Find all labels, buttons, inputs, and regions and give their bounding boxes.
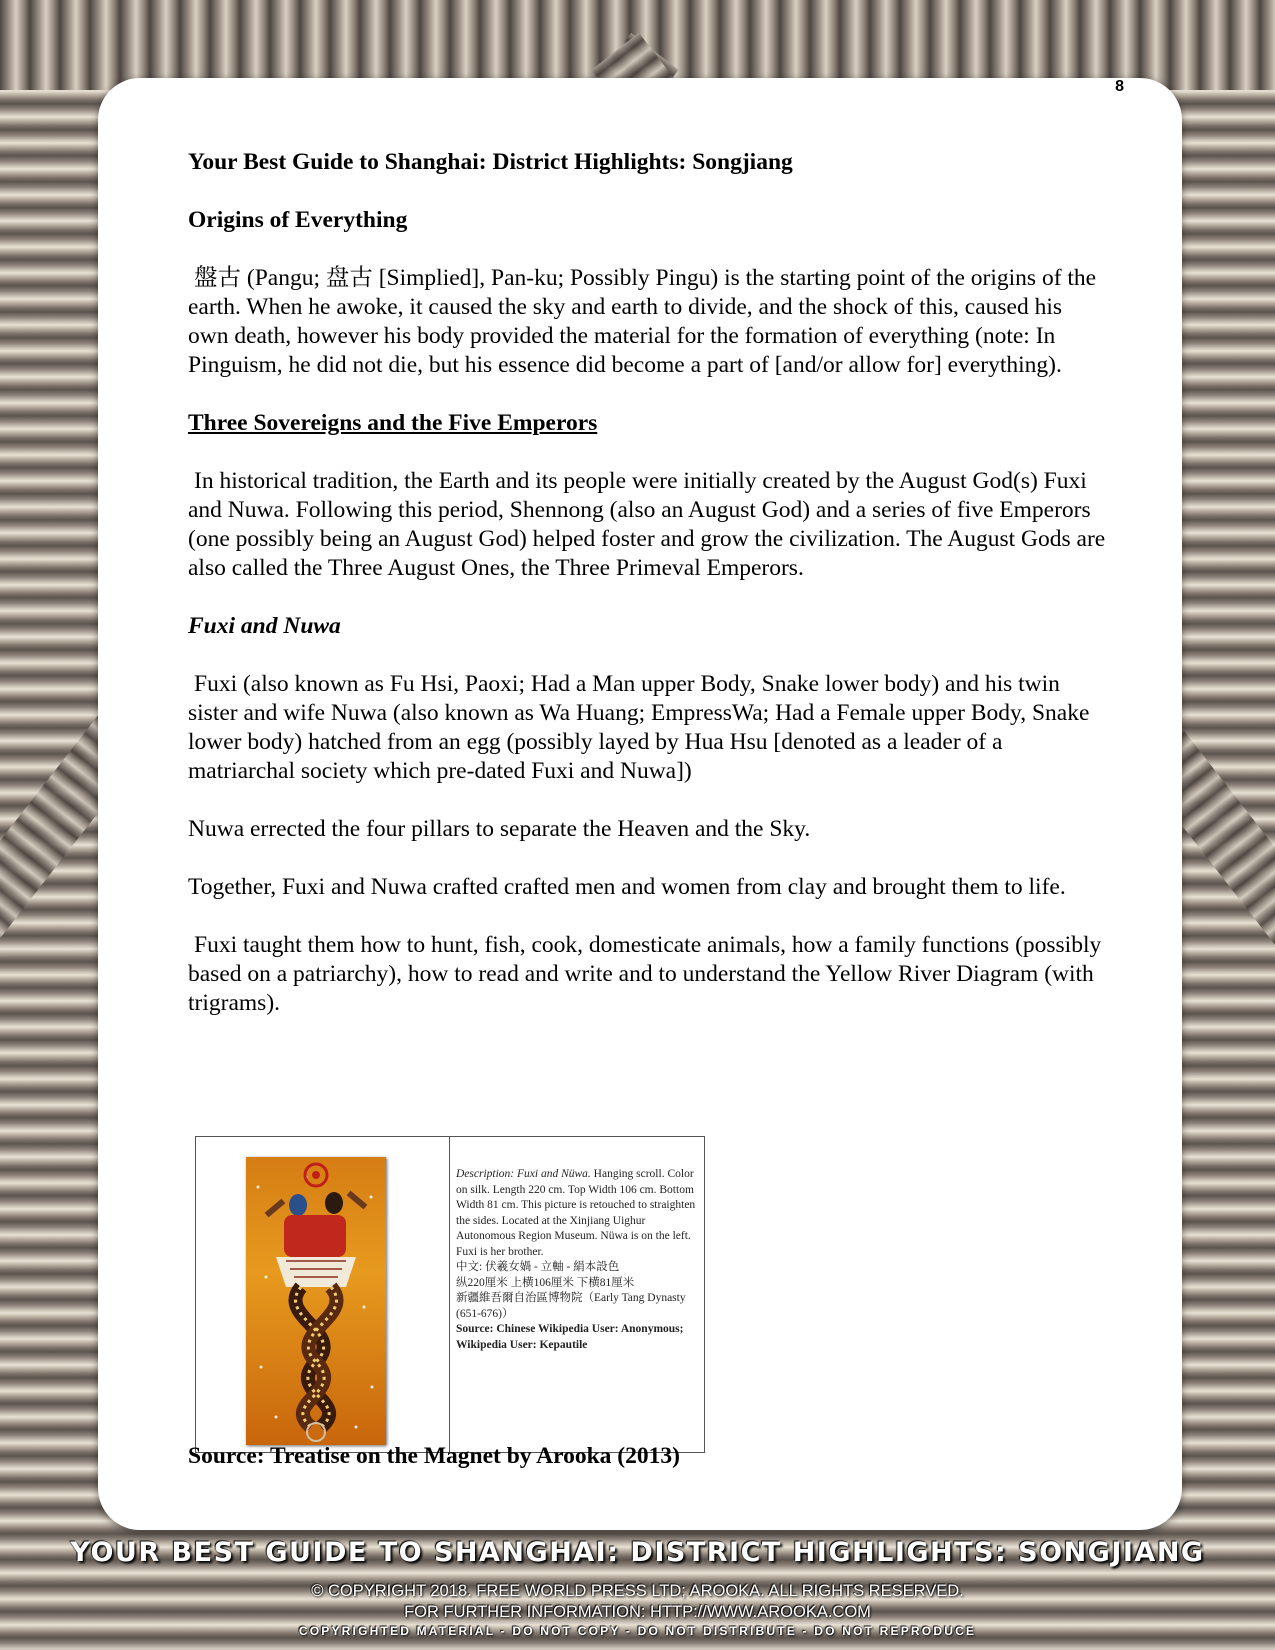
fuxi-nuwa-painting-image xyxy=(246,1157,386,1445)
figure-caption xyxy=(450,1137,704,1452)
footer-info-link: FOR FURTHER INFORMATION: HTTP://WWW.AROOKA.COM xyxy=(404,1603,871,1621)
section-heading-sovereigns: Three Sovereigns and the Five Emperors xyxy=(188,410,598,436)
source-line: Source: Treatise on the Magnet by Arooka (2013) xyxy=(188,1443,680,1469)
section-heading-fuxi: Fuxi and Nuwa xyxy=(188,613,341,639)
document-title: Your Best Guide to Shanghai: District Highlights: Songjiang xyxy=(188,149,793,175)
caption-description xyxy=(456,1167,696,1260)
paragraph-fuxi-1: Fuxi (also known as Fu Hsi, Paoxi; Had a Man upper Body, Snake lower body) and his twin sister and wife Nuwa (also known as Wa Huang; EmpressWa; Had a Female upper Body, Snake lower body) hatched from an egg (possibly layed by Hua Hsu [denoted as a leader of a matriarchal society which pre-dated Fuxi and Nuwa]) xyxy=(188,671,1090,784)
section-heading-origins: Origins of Everything xyxy=(188,207,408,233)
painting-illustration xyxy=(246,1157,386,1445)
caption-chinese-3: 新疆維吾爾自治區博物院（Early Tang Dynasty (651-676)） xyxy=(456,1292,686,1320)
footer-copyright: © COPYRIGHT 2018. FREE WORLD PRESS LTD; AROOKA. ALL RIGHTS RESERVED. xyxy=(311,1582,964,1600)
figure-fuxi-nuwa xyxy=(195,1136,705,1453)
caption-chinese-2: 纵220厘米 上横106厘米 下横81厘米 xyxy=(456,1276,635,1289)
figure-image-cell xyxy=(196,1137,450,1452)
paragraph-fuxi-4: Fuxi taught them how to hunt, fish, cook, domesticate animals, how a family functions (possibly based on a patriarchy), how to read and write and to understand the Yellow River Diagram (with trigrams). xyxy=(188,932,1102,1016)
paragraph-fuxi-2: Nuwa errected the four pillars to separate the Heaven and the Sky. xyxy=(188,816,811,842)
caption-chinese-1: 中文: 伏羲女媧 - 立軸 - 絹本設色 xyxy=(456,1261,620,1273)
page-sheet xyxy=(98,78,1182,1530)
caption-desc-label: Description: Fuxi and Nüwa. xyxy=(456,1168,591,1180)
footer-title: YOUR BEST GUIDE TO SHANGHAI: DISTRICT HIGHLIGHTS: SONGJIANG xyxy=(70,1537,1205,1568)
page-content xyxy=(188,148,1108,1047)
paragraph-origins: 盤古 (Pangu; 盘古 [Simplied], Pan-ku; Possibly Pingu) is the starting point of the origins of the earth. When he awoke, it caused the sky and earth to divide, and the shock of this, caused his own death, however his body provided the material for the formation of everything (note: In Pinguism, he did not die, but his essence did become a part of [and/or allow for] everything). xyxy=(188,265,1097,378)
caption-desc-text: Hanging scroll. Color on silk. Length 220 cm. Top Width 106 cm. Bottom Width 81 cm. This picture is retouched to straighten the sides. Located at the Xinjiang Uighur Autonomous Region Museum. Nüwa is on the left. Fuxi is her brother. xyxy=(456,1168,696,1258)
caption-source: Source: Chinese Wikipedia User: Anonymous; Wikipedia User: Kepautile xyxy=(456,1323,684,1351)
paragraph-fuxi-3: Together, Fuxi and Nuwa crafted crafted men and women from clay and brought them to life. xyxy=(188,874,1066,900)
paragraph-sovereigns: In historical tradition, the Earth and its people were initially created by the August God(s) Fuxi and Nuwa. Following this period, Shennong (also an August God) and a series of five Emperors (one possibly being an August God) helped foster and grow the civilization. The August Gods are also called the Three August Ones, the Three Primeval Emperors. xyxy=(188,468,1106,581)
footer-notice: COPYRIGHTED MATERIAL - DO NOT COPY - DO NOT DISTRIBUTE - DO NOT REPRODUCE xyxy=(298,1624,977,1638)
page-number: 8 xyxy=(1115,78,1124,95)
